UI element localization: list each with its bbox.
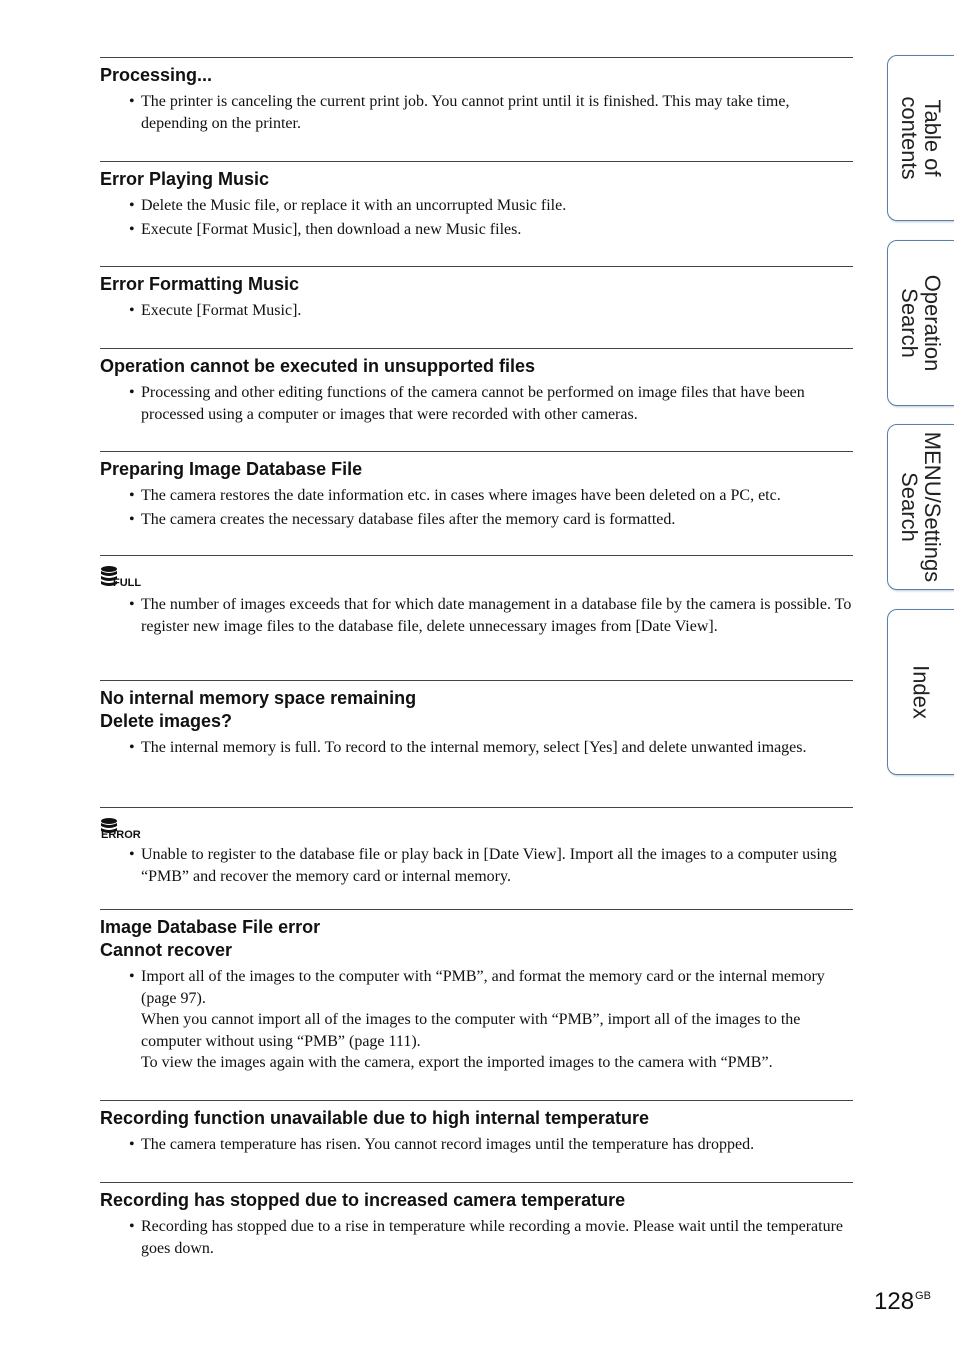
section-high-internal-temperature — [100, 1100, 853, 1182]
section-heading: Preparing Image Database File — [100, 459, 363, 479]
list-item-text: To view the images again with the camera, export the imported images to the camera with “PMB”. — [141, 1054, 773, 1071]
section-heading: Recording has stopped due to increased camera temperature — [100, 1190, 626, 1210]
section-database-error — [100, 807, 853, 909]
section-preparing-database — [100, 451, 853, 555]
section-error-playing-music — [100, 161, 853, 266]
list-item-text: When you cannot import all of the images to the computer with “PMB”, import all of the images to the computer without using “PMB” (page 111). — [141, 1011, 801, 1050]
list-item: • Execute [Format Music]. — [141, 300, 853, 322]
list-item: • Unable to register to the database file or play back in [Date View]. Import all the images to a computer using “PMB” and recover the memory card or internal memory. — [141, 844, 853, 887]
section-unsupported-files — [100, 348, 853, 451]
list-item: • Execute [Format Music], then download a new Music files. — [141, 219, 853, 241]
list-item: • Recording has stopped due to a rise in temperature while recording a movie. Please wait until the temperature goes down. — [141, 1216, 853, 1259]
tab-label: Index — [908, 665, 934, 719]
section-heading: Operation cannot be executed in unsupported files — [100, 356, 536, 376]
section-database-full — [100, 555, 853, 680]
section-heading: Processing... — [100, 65, 213, 85]
section-recording-stopped — [100, 1182, 853, 1269]
list-item: • The camera temperature has risen. You cannot record images until the temperature has dropped. — [141, 1134, 853, 1156]
page-number: $128^{GB}$ — [874, 1288, 931, 1315]
section-heading: No internal memory space remaining — [100, 688, 417, 708]
section-heading: Recording function unavailable due to high internal temperature — [100, 1108, 650, 1128]
section-heading: Cannot recover — [100, 940, 233, 960]
tab-label: Operation Search — [897, 274, 945, 372]
list-item: • The printer is canceling the current print job. You cannot print until it is finished. This may take time, depending on the printer. — [141, 91, 853, 134]
list-item — [141, 966, 853, 1074]
main-content — [100, 57, 853, 1269]
icon-label: FULL — [113, 577, 142, 589]
icon-label: ERROR — [101, 829, 141, 841]
tab-table-of-contents[interactable] — [887, 55, 954, 221]
database-error-icon — [100, 814, 141, 839]
section-heading: Delete images? — [100, 711, 233, 731]
list-item: • The number of images exceeds that for which date management in a database file by the camera is possible. To register new image files to the database file, delete unnecessary images from [Date View]. — [141, 594, 853, 637]
tab-label: MENU/Settings Search — [897, 431, 945, 583]
tab-index[interactable] — [887, 609, 954, 775]
tab-operation-search[interactable] — [887, 240, 954, 406]
list-item: • Delete the Music file, or replace it with an uncorrupted Music file. — [141, 195, 853, 217]
section-heading: Error Playing Music — [100, 169, 270, 189]
tab-label: Table of contents — [897, 96, 945, 180]
section-no-internal-memory — [100, 680, 853, 807]
section-heading: Error Formatting Music — [100, 274, 300, 294]
list-item-text: • Import all of the images to the computer with “PMB”, and format the memory card or the internal memory (page 97). — [141, 968, 825, 1007]
section-heading: Image Database File error — [100, 917, 321, 937]
tab-menu-settings-search[interactable] — [887, 424, 954, 590]
section-error-formatting-music — [100, 266, 853, 348]
list-item: • The camera creates the necessary database files after the memory card is formatted. — [141, 509, 853, 531]
list-item: • Processing and other editing functions of the camera cannot be performed on image files that have been processed using a computer or images that were recorded with other cameras. — [141, 382, 853, 425]
database-full-icon — [100, 562, 141, 587]
section-processing — [100, 57, 853, 161]
list-item: • The camera restores the date information etc. in cases where images have been deleted on a PC, etc. — [141, 485, 853, 507]
list-item: • The internal memory is full. To record to the internal memory, select [Yes] and delete unwanted images. — [141, 737, 853, 759]
page-suffix: GB — [915, 1290, 931, 1302]
section-database-cannot-recover — [100, 909, 853, 1100]
